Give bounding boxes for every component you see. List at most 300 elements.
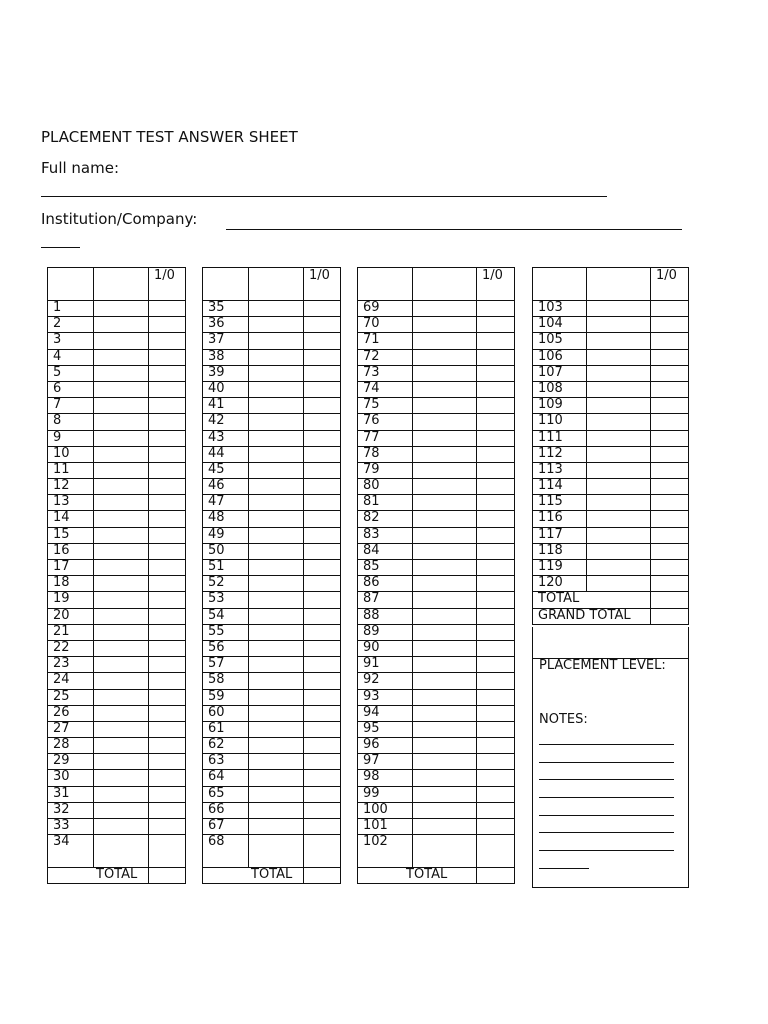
score-cell[interactable] (477, 479, 515, 495)
total-row (358, 868, 515, 884)
answer-cell[interactable] (94, 786, 149, 802)
answer-cell[interactable] (249, 705, 304, 721)
score-cell[interactable] (477, 511, 515, 527)
answer-cell[interactable] (94, 349, 149, 365)
score-cell[interactable] (304, 381, 341, 397)
score-cell[interactable] (651, 381, 689, 397)
score-cell[interactable] (149, 786, 186, 802)
score-cell[interactable] (477, 462, 515, 478)
score-cell[interactable] (651, 495, 689, 511)
answer-cell[interactable] (587, 560, 651, 576)
answer-cell[interactable] (249, 349, 304, 365)
answer-cell[interactable] (94, 560, 149, 576)
answer-cell[interactable] (587, 430, 651, 446)
answer-cell[interactable] (587, 317, 651, 333)
score-cell[interactable] (651, 527, 689, 543)
answer-cell[interactable] (94, 479, 149, 495)
table-row (48, 835, 186, 868)
answer-cell[interactable] (94, 365, 149, 381)
question-number: 15 (48, 527, 94, 543)
full-name-field[interactable] (41, 196, 607, 197)
answer-cell[interactable] (249, 381, 304, 397)
score-cell[interactable] (149, 301, 186, 317)
score-cell[interactable] (149, 592, 186, 608)
score-cell[interactable] (149, 560, 186, 576)
score-cell[interactable] (477, 721, 515, 737)
score-cell[interactable] (304, 414, 341, 430)
answer-cell[interactable] (587, 398, 651, 414)
score-cell[interactable] (149, 657, 186, 673)
score-cell[interactable] (149, 349, 186, 365)
answer-cell[interactable] (413, 430, 477, 446)
answer-cell[interactable] (94, 592, 149, 608)
answer-cell[interactable] (413, 802, 477, 818)
answer-cell[interactable] (249, 479, 304, 495)
answer-cell[interactable] (587, 414, 651, 430)
answer-cell[interactable] (94, 414, 149, 430)
score-cell[interactable] (304, 673, 341, 689)
question-number: 100 (358, 802, 413, 818)
score-cell[interactable] (477, 754, 515, 770)
score-cell[interactable] (149, 414, 186, 430)
grand-total-score-cell[interactable] (651, 608, 689, 624)
table-row (358, 414, 515, 430)
answer-cell[interactable] (94, 446, 149, 462)
score-cell[interactable] (149, 511, 186, 527)
table-row (358, 462, 515, 478)
score-cell[interactable] (304, 576, 341, 592)
answer-cell[interactable] (94, 462, 149, 478)
score-cell[interactable] (477, 673, 515, 689)
answer-cell[interactable] (413, 560, 477, 576)
question-number: 12 (48, 479, 94, 495)
score-cell[interactable] (304, 721, 341, 737)
answer-cell[interactable] (249, 527, 304, 543)
score-cell[interactable] (149, 608, 186, 624)
question-number: 105 (533, 333, 587, 349)
answer-cell[interactable] (413, 301, 477, 317)
answer-cell[interactable] (413, 786, 477, 802)
score-cell[interactable] (149, 543, 186, 559)
score-cell[interactable] (651, 560, 689, 576)
answer-cell[interactable] (94, 835, 149, 868)
answer-cell[interactable] (94, 624, 149, 640)
answer-cell[interactable] (94, 754, 149, 770)
answer-cell[interactable] (94, 770, 149, 786)
total-row (203, 868, 341, 884)
score-cell[interactable] (651, 446, 689, 462)
answer-cell[interactable] (413, 835, 477, 868)
score-cell[interactable] (149, 705, 186, 721)
answer-cell[interactable] (94, 819, 149, 835)
question-number: 62 (203, 738, 249, 754)
score-cell[interactable] (149, 495, 186, 511)
answer-cell[interactable] (249, 398, 304, 414)
table-row (358, 689, 515, 705)
answer-cell[interactable] (249, 446, 304, 462)
table-row (48, 608, 186, 624)
question-number: 19 (48, 592, 94, 608)
score-cell[interactable] (477, 543, 515, 559)
score-cell[interactable] (304, 640, 341, 656)
question-number: 99 (358, 786, 413, 802)
score-cell[interactable] (477, 657, 515, 673)
answer-cell[interactable] (249, 802, 304, 818)
score-cell[interactable] (477, 689, 515, 705)
score-cell[interactable] (651, 511, 689, 527)
score-cell[interactable] (304, 349, 341, 365)
total-score-cell[interactable] (149, 868, 186, 884)
score-cell[interactable] (477, 381, 515, 397)
question-number: 63 (203, 754, 249, 770)
notes-line[interactable] (539, 779, 674, 780)
score-cell[interactable] (304, 317, 341, 333)
answer-cell[interactable] (413, 705, 477, 721)
question-number: 90 (358, 640, 413, 656)
question-number: 59 (203, 689, 249, 705)
answer-cell[interactable] (249, 608, 304, 624)
question-number: 75 (358, 398, 413, 414)
answer-cell[interactable] (249, 560, 304, 576)
score-cell[interactable] (477, 560, 515, 576)
score-cell[interactable] (304, 543, 341, 559)
question-number: 92 (358, 673, 413, 689)
score-cell[interactable] (651, 479, 689, 495)
answer-cell[interactable] (249, 365, 304, 381)
answer-cell[interactable] (249, 835, 304, 868)
score-cell[interactable] (477, 365, 515, 381)
score-cell[interactable] (651, 333, 689, 349)
score-cell[interactable] (304, 511, 341, 527)
answer-cell[interactable] (413, 608, 477, 624)
answer-cell[interactable] (413, 689, 477, 705)
full-name-label: Full name: (41, 159, 120, 177)
answer-cell[interactable] (587, 527, 651, 543)
question-number: 64 (203, 770, 249, 786)
score-cell[interactable] (149, 576, 186, 592)
answer-cell[interactable] (249, 543, 304, 559)
answer-cell[interactable] (413, 462, 477, 478)
answer-cell[interactable] (94, 576, 149, 592)
score-cell[interactable] (477, 802, 515, 818)
answer-cell[interactable] (94, 543, 149, 559)
answer-cell[interactable] (587, 381, 651, 397)
score-cell[interactable] (304, 495, 341, 511)
score-cell[interactable] (651, 317, 689, 333)
score-cell[interactable] (149, 624, 186, 640)
score-cell[interactable] (651, 398, 689, 414)
notes-line[interactable] (539, 744, 674, 745)
answer-cell[interactable] (94, 301, 149, 317)
answer-cell[interactable] (413, 543, 477, 559)
score-cell[interactable] (304, 819, 341, 835)
score-cell[interactable] (651, 349, 689, 365)
answer-cell[interactable] (587, 576, 651, 592)
notes-line[interactable] (539, 797, 674, 798)
score-cell[interactable] (149, 479, 186, 495)
score-cell[interactable] (477, 495, 515, 511)
table-row (48, 495, 186, 511)
answer-cell[interactable] (413, 381, 477, 397)
score-cell[interactable] (149, 333, 186, 349)
answer-cell[interactable] (249, 592, 304, 608)
score-cell[interactable] (304, 592, 341, 608)
answer-cell[interactable] (249, 462, 304, 478)
score-cell[interactable] (651, 462, 689, 478)
answer-cell[interactable] (249, 819, 304, 835)
score-cell[interactable] (304, 689, 341, 705)
score-cell[interactable] (304, 446, 341, 462)
answer-cell[interactable] (94, 689, 149, 705)
answer-cell[interactable] (587, 301, 651, 317)
score-cell[interactable] (149, 721, 186, 737)
score-cell[interactable] (149, 462, 186, 478)
score-cell[interactable] (149, 430, 186, 446)
notes-line[interactable] (539, 815, 674, 816)
score-cell[interactable] (304, 462, 341, 478)
score-cell[interactable] (477, 446, 515, 462)
score-cell[interactable] (651, 543, 689, 559)
answer-cell[interactable] (249, 673, 304, 689)
question-number: 118 (533, 543, 587, 559)
table-row (203, 333, 341, 349)
answer-cell[interactable] (249, 689, 304, 705)
score-cell[interactable] (149, 365, 186, 381)
answer-cell[interactable] (413, 495, 477, 511)
answer-cell[interactable] (413, 624, 477, 640)
answer-cell[interactable] (249, 754, 304, 770)
answer-cell[interactable] (94, 511, 149, 527)
table-row (358, 770, 515, 786)
score-cell[interactable] (477, 786, 515, 802)
score-cell[interactable] (149, 770, 186, 786)
table-row (48, 705, 186, 721)
score-cell[interactable] (149, 317, 186, 333)
question-number: 60 (203, 705, 249, 721)
score-cell[interactable] (304, 430, 341, 446)
score-cell[interactable] (651, 365, 689, 381)
question-number: 87 (358, 592, 413, 608)
score-cell[interactable] (477, 317, 515, 333)
total-score-cell[interactable] (304, 868, 341, 884)
institution-field-continued[interactable] (41, 247, 80, 248)
table-row (203, 511, 341, 527)
score-cell[interactable] (304, 479, 341, 495)
notes-line[interactable] (539, 868, 589, 869)
score-cell[interactable] (651, 414, 689, 430)
answer-cell[interactable] (249, 770, 304, 786)
answer-cell[interactable] (94, 317, 149, 333)
answer-cell[interactable] (94, 333, 149, 349)
score-cell[interactable] (304, 705, 341, 721)
answer-cell[interactable] (94, 657, 149, 673)
notes-line[interactable] (539, 762, 674, 763)
score-cell[interactable] (304, 786, 341, 802)
score-cell[interactable] (304, 608, 341, 624)
question-number: 46 (203, 479, 249, 495)
answer-cell[interactable] (413, 479, 477, 495)
score-cell[interactable] (477, 835, 515, 868)
score-cell[interactable] (477, 398, 515, 414)
answer-cell[interactable] (249, 495, 304, 511)
score-cell[interactable] (477, 624, 515, 640)
answer-cell[interactable] (413, 657, 477, 673)
answer-cell[interactable] (249, 657, 304, 673)
question-number: 116 (533, 511, 587, 527)
answer-cell[interactable] (94, 738, 149, 754)
score-cell[interactable] (477, 414, 515, 430)
answer-cell[interactable] (94, 495, 149, 511)
answer-cell[interactable] (94, 608, 149, 624)
score-cell[interactable] (477, 738, 515, 754)
answer-cell[interactable] (413, 365, 477, 381)
answer-cell[interactable] (94, 640, 149, 656)
score-cell[interactable] (149, 398, 186, 414)
score-cell[interactable] (304, 835, 341, 868)
score-cell[interactable] (477, 640, 515, 656)
score-cell[interactable] (304, 754, 341, 770)
score-cell[interactable] (149, 754, 186, 770)
score-cell[interactable] (477, 592, 515, 608)
score-cell[interactable] (304, 624, 341, 640)
question-number: 1 (48, 301, 94, 317)
answer-cell[interactable] (413, 754, 477, 770)
score-cell[interactable] (149, 738, 186, 754)
score-cell[interactable] (304, 333, 341, 349)
score-cell[interactable] (304, 560, 341, 576)
score-cell[interactable] (149, 689, 186, 705)
answer-cell[interactable] (413, 721, 477, 737)
score-cell[interactable] (477, 430, 515, 446)
answer-cell[interactable] (249, 301, 304, 317)
answer-cell[interactable] (587, 333, 651, 349)
answer-cell[interactable] (94, 430, 149, 446)
institution-field[interactable] (226, 229, 682, 230)
question-number: 25 (48, 689, 94, 705)
table-row (533, 527, 689, 543)
answer-cell[interactable] (587, 446, 651, 462)
score-cell[interactable] (304, 398, 341, 414)
answer-cell[interactable] (94, 381, 149, 397)
score-cell[interactable] (149, 673, 186, 689)
score-cell[interactable] (149, 640, 186, 656)
score-cell[interactable] (477, 705, 515, 721)
page-title: PLACEMENT TEST ANSWER SHEET (41, 128, 298, 146)
score-cell[interactable] (651, 301, 689, 317)
total-label: TOTAL (358, 868, 477, 884)
answer-cell[interactable] (413, 592, 477, 608)
answer-cell[interactable] (249, 786, 304, 802)
score-cell[interactable] (304, 802, 341, 818)
answer-cell[interactable] (249, 576, 304, 592)
score-cell[interactable] (304, 301, 341, 317)
answer-cell[interactable] (413, 673, 477, 689)
score-cell[interactable] (477, 349, 515, 365)
answer-cell[interactable] (249, 430, 304, 446)
answer-cell[interactable] (94, 398, 149, 414)
answer-cell[interactable] (249, 624, 304, 640)
answer-cell[interactable] (413, 398, 477, 414)
answer-cell[interactable] (587, 543, 651, 559)
answer-cell[interactable] (413, 333, 477, 349)
score-cell[interactable] (149, 446, 186, 462)
score-cell[interactable] (651, 576, 689, 592)
score-cell[interactable] (477, 608, 515, 624)
answer-cell[interactable] (94, 721, 149, 737)
answer-cell[interactable] (587, 462, 651, 478)
score-header: 1/0 (651, 268, 689, 301)
answer-cell[interactable] (413, 640, 477, 656)
answer-cell[interactable] (413, 819, 477, 835)
table-row (358, 786, 515, 802)
answer-cell[interactable] (587, 495, 651, 511)
total-score-cell[interactable] (477, 868, 515, 884)
score-cell[interactable] (477, 770, 515, 786)
answer-cell[interactable] (249, 640, 304, 656)
question-number: 111 (533, 430, 587, 446)
notes-line[interactable] (539, 832, 674, 833)
answer-cell[interactable] (249, 511, 304, 527)
score-cell[interactable] (304, 657, 341, 673)
answer-cell[interactable] (413, 414, 477, 430)
answer-cell[interactable] (94, 673, 149, 689)
table-row (48, 576, 186, 592)
score-cell[interactable] (304, 738, 341, 754)
score-cell[interactable] (304, 770, 341, 786)
answer-cell[interactable] (94, 802, 149, 818)
answer-cell[interactable] (587, 349, 651, 365)
answer-cell[interactable] (413, 738, 477, 754)
answer-cell[interactable] (249, 317, 304, 333)
answer-cell[interactable] (587, 479, 651, 495)
answer-cell[interactable] (249, 333, 304, 349)
answer-cell[interactable] (94, 705, 149, 721)
answer-cell[interactable] (249, 414, 304, 430)
score-cell[interactable] (477, 527, 515, 543)
answer-cell[interactable] (587, 511, 651, 527)
score-cell[interactable] (651, 430, 689, 446)
answer-cell[interactable] (249, 721, 304, 737)
table-row (358, 624, 515, 640)
score-cell[interactable] (149, 381, 186, 397)
answer-cell[interactable] (413, 511, 477, 527)
question-number: 71 (358, 333, 413, 349)
answer-cell[interactable] (413, 317, 477, 333)
answer-cell[interactable] (249, 738, 304, 754)
answer-cell[interactable] (587, 365, 651, 381)
score-cell[interactable] (304, 365, 341, 381)
total-score-cell[interactable] (651, 592, 689, 608)
score-cell[interactable] (477, 576, 515, 592)
answer-cell[interactable] (413, 349, 477, 365)
score-cell[interactable] (149, 835, 186, 868)
score-cell[interactable] (477, 301, 515, 317)
answer-cell[interactable] (94, 527, 149, 543)
score-cell[interactable] (149, 527, 186, 543)
score-cell[interactable] (304, 527, 341, 543)
notes-line[interactable] (539, 850, 674, 851)
answer-cell[interactable] (413, 576, 477, 592)
answer-cell[interactable] (413, 770, 477, 786)
score-cell[interactable] (149, 802, 186, 818)
question-number: 69 (358, 301, 413, 317)
score-cell[interactable] (477, 333, 515, 349)
score-cell[interactable] (477, 819, 515, 835)
table-row (358, 317, 515, 333)
answer-cell[interactable] (413, 527, 477, 543)
answer-cell[interactable] (413, 446, 477, 462)
score-cell[interactable] (149, 819, 186, 835)
